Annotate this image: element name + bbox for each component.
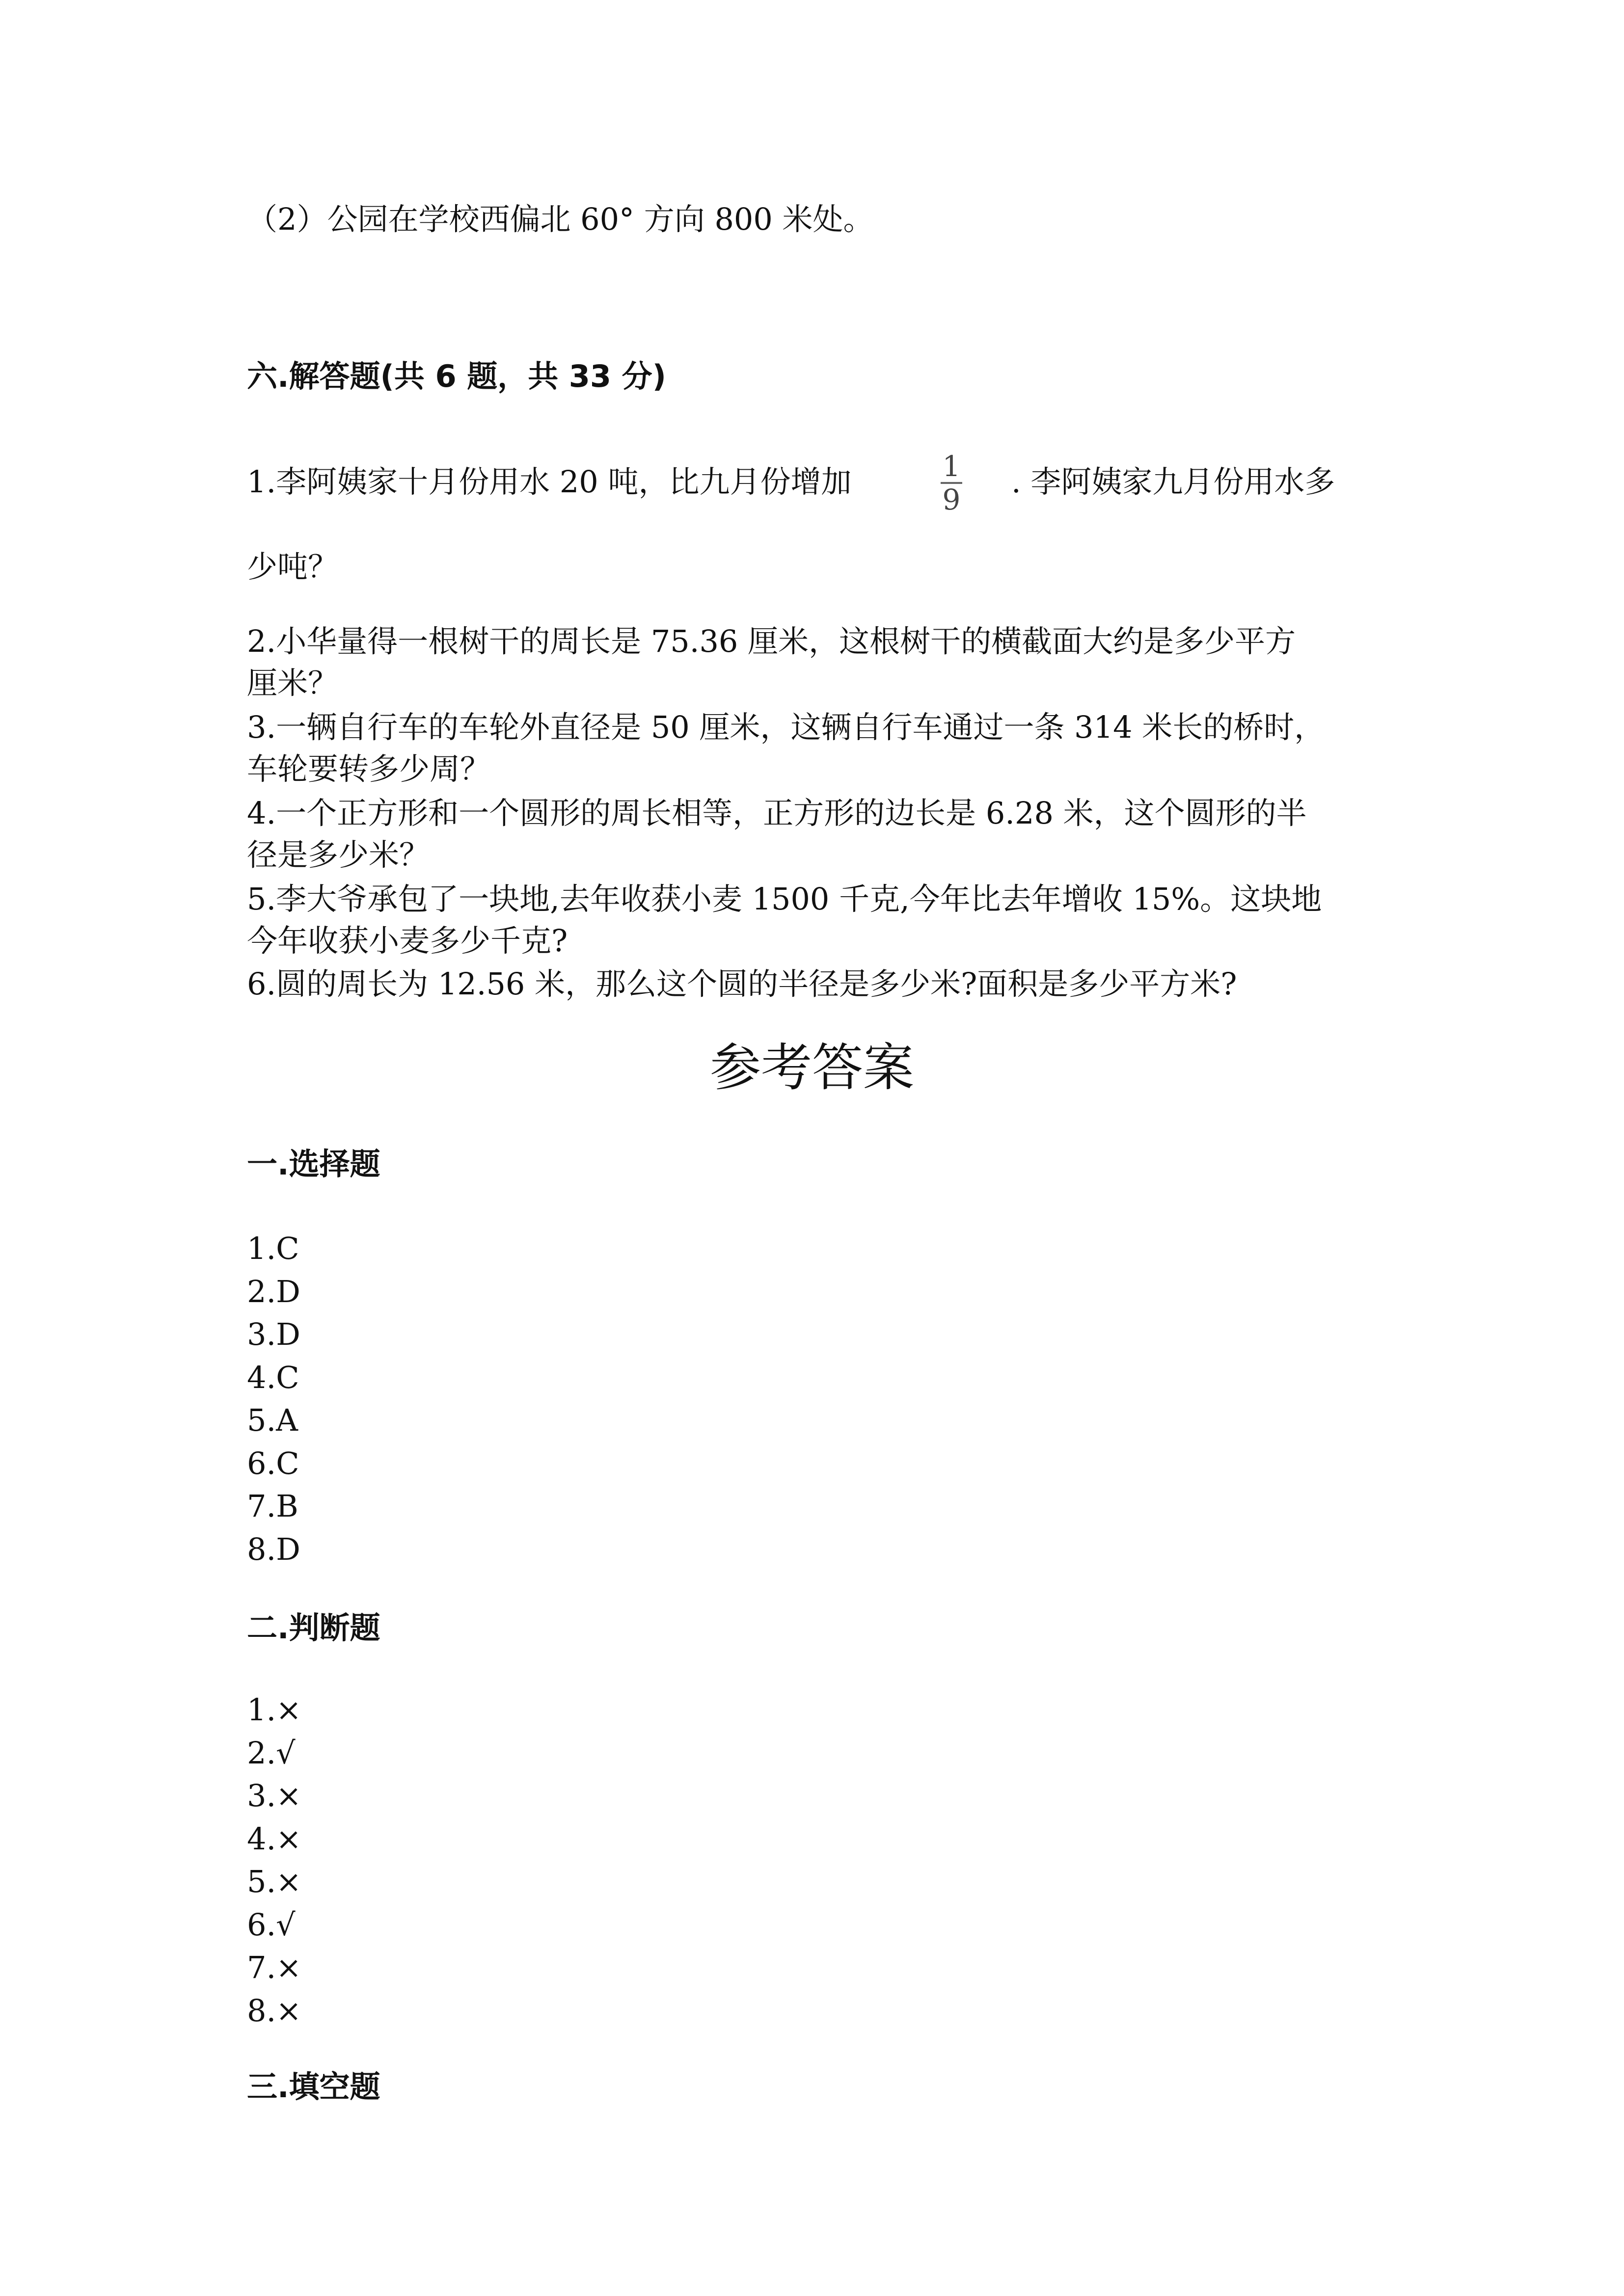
fraction-denominator: 9 — [942, 483, 961, 516]
question-line: 今年收获小麦多少千克? — [247, 923, 568, 959]
question-line: 径是多少米？ — [247, 837, 430, 873]
answer-item: 3.× — [247, 1778, 302, 1814]
question-1-part-a: 1.李阿姨家十月份用水 20 吨，比九月份增加 — [247, 464, 852, 500]
answer-item: 1.C — [247, 1230, 299, 1266]
answer-item: 8.× — [247, 1992, 302, 2029]
answer-item: 5.× — [247, 1864, 302, 1899]
fraction-numerator: 1 — [942, 450, 961, 483]
question-1-fraction — [939, 452, 964, 514]
top-line: （2）公园在学校西偏北 60° 方向 800 米处。 — [247, 201, 874, 237]
answer-item: 6.√ — [247, 1906, 296, 1943]
answer-item: 2.√ — [247, 1735, 296, 1771]
answer-item: 3.D — [247, 1316, 300, 1352]
section2-heading: 二.判断题 — [247, 1610, 380, 1646]
answer-item: 4.× — [247, 1820, 302, 1857]
question-line: 厘米？ — [247, 665, 339, 701]
question-line: 2.小华量得一根树干的周长是 75.36 厘米，这根树干的横截面大约是多少平方 — [247, 623, 1296, 659]
section6-heading: 六.解答题(共 6 题，共 33 分) — [247, 358, 666, 394]
question-1-part-c: 少吨？ — [247, 549, 339, 585]
answer-item: 5.A — [247, 1402, 298, 1438]
section3-heading: 三.填空题 — [247, 2069, 380, 2105]
question-line: 3.一辆自行车的车轮外直径是 50 厘米，这辆自行车通过一条 314 米长的桥时， — [247, 709, 1325, 745]
answer-item: 7.B — [247, 1488, 298, 1524]
section1-answer-list — [247, 1227, 300, 1571]
section2-answer-list — [247, 1688, 301, 2032]
answer-item: 7.× — [247, 1949, 302, 1985]
question-1-part-b: . 李阿姨家九月份用水多 — [1011, 464, 1335, 500]
question-line: 5.李大爷承包了一块地,去年收获小麦 1500 千克,今年比去年增收 15%。这块地 — [247, 881, 1322, 917]
answer-item: 2.D — [247, 1273, 300, 1309]
question-line: 6.圆的周长为 12.56 米，那么这个圆的半径是多少米?面积是多少平方米? — [247, 966, 1237, 1002]
question-line: 车轮要转多少周？ — [247, 751, 491, 787]
answer-item: 1.× — [247, 1692, 302, 1728]
answers-title: 参考答案 — [709, 1038, 914, 1097]
answer-item: 8.D — [247, 1531, 300, 1567]
answer-item: 4.C — [247, 1359, 299, 1395]
answer-item: 6.C — [247, 1445, 299, 1481]
question-line: 4.一个正方形和一个圆形的周长相等，正方形的边长是 6.28 米，这个圆形的半 — [247, 795, 1307, 831]
section1-heading: 一.选择题 — [247, 1146, 380, 1182]
